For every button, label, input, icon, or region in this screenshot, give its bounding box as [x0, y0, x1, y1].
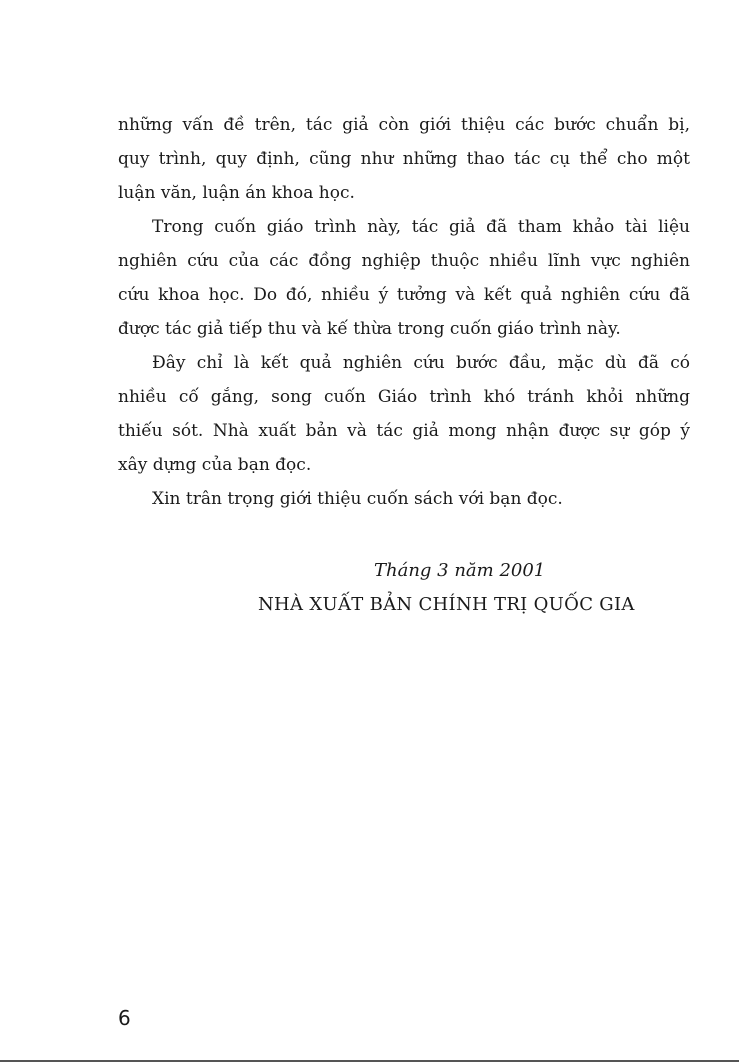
text-line: Trong cuốn giáo trình này, tác giả đã tham khảo tài liệu [152, 217, 690, 237]
text-line: luận văn, luận án khoa học. [118, 183, 355, 203]
text-line: Đây chỉ là kết quả nghiên cứu bước đầu, mặc dù đã có [152, 353, 690, 373]
text-line: thiếu sót. Nhà xuất bản và tác giả mong nhận được sự góp ý [118, 421, 690, 441]
text-line: nghiên cứu của các đồng nghiệp thuộc nhiều lĩnh vực nghiên [118, 251, 690, 271]
text-line: nhiều cố gắng, song cuốn Giáo trình khó tránh khỏi những [118, 387, 690, 407]
text-line: quy trình, quy định, cũng như những thao tác cụ thể cho một [118, 149, 690, 169]
text-line: xây dựng của bạn đọc. [118, 455, 312, 475]
signature-date: Tháng 3 năm 2001 [374, 560, 546, 581]
page-number: 6 [118, 1006, 131, 1030]
signature-publisher: NHÀ XUẤT BẢN CHÍNH TRỊ QUỐC GIA [258, 594, 635, 615]
body-text [118, 108, 690, 516]
text-line: được tác giả tiếp thu và kế thừa trong cuốn giáo trình này. [118, 319, 621, 339]
text-line: cứu khoa học. Do đó, nhiều ý tưởng và kết quả nghiên cứu đã [118, 285, 690, 305]
text-line: Xin trân trọng giới thiệu cuốn sách với bạn đọc. [152, 489, 563, 509]
bottom-border [0, 1060, 739, 1062]
text-line: những vấn đề trên, tác giả còn giới thiệu các bước chuẩn bị, [118, 115, 690, 135]
